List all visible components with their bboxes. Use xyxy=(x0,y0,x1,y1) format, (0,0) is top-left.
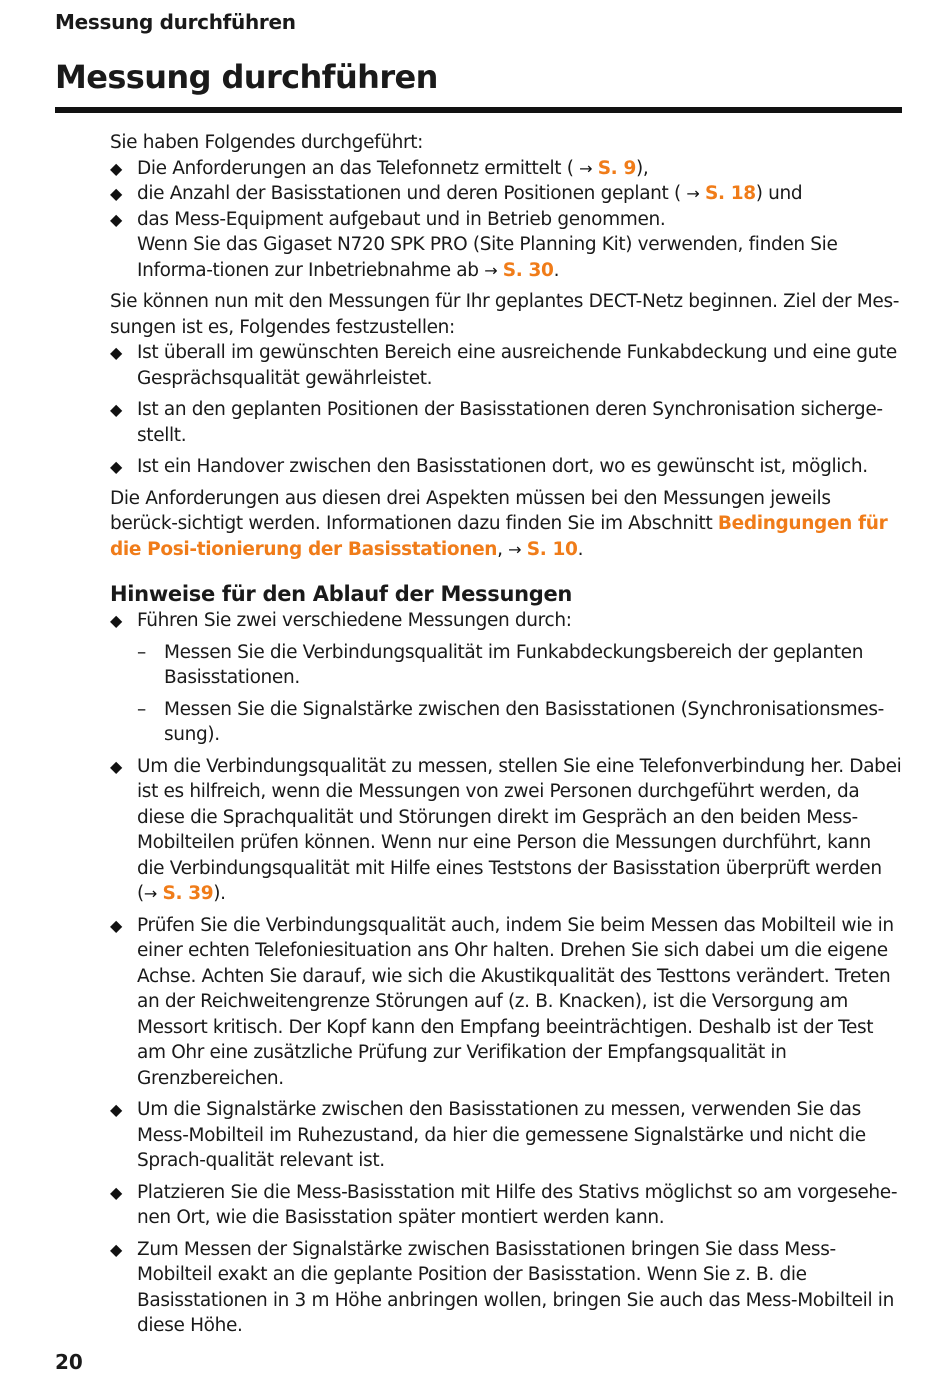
running-header: Messung durchführen xyxy=(55,10,296,34)
diamond-bullet-icon: ◆ xyxy=(110,1239,122,1259)
diamond-bullet-icon: ◆ xyxy=(110,756,122,776)
diamond-bullet-icon: ◆ xyxy=(110,343,122,362)
page-content xyxy=(110,130,902,1339)
arrow-right-icon: → xyxy=(143,884,157,903)
sub-list-item: – Messen Sie die Verbindungsqualität im Funkabdeckungsbereich der geplanten Basisstationen. xyxy=(137,641,864,688)
diamond-bullet-icon: ◆ xyxy=(110,915,122,935)
list-item: ◆ Ist überall im gewünschten Bereich eine ausreichende Funkabdeckung und eine gute Gesprächsqualität gewährleistet. xyxy=(110,342,897,389)
page-reference-link[interactable]: S. 39 xyxy=(162,883,214,904)
list-item: ◆ Die Anforderungen an das Telefonnetz ermittelt ( → S. 9), xyxy=(110,156,902,182)
title-rule xyxy=(55,107,902,113)
page-number: 20 xyxy=(55,1350,83,1374)
section-link[interactable]: Bedingungen für die Posi-tionierung der Basisstationen xyxy=(110,513,888,560)
diamond-bullet-icon: ◆ xyxy=(110,1100,122,1119)
page-reference-link[interactable]: S. 18 xyxy=(704,183,756,204)
page-title: Messung durchführen xyxy=(55,58,438,96)
list-item: ◆ Platzieren Sie die Mess-Basisstation mit Hilfe des Stativs möglichst so am vorgesehe-nen Ort, wie die Basisstation später montiert werden kann. xyxy=(110,1181,898,1228)
diamond-bullet-icon: ◆ xyxy=(110,611,122,630)
spk-note: Wenn Sie das Gigaset N720 SPK PRO (Site Planning Kit) verwenden, finden Sie Informa-tionen zur Inbetriebnahme ab → S. 30. xyxy=(137,234,838,281)
list-item: ◆ Prüfen Sie die Verbindungsqualität auch, indem Sie beim Messen das Mobilteil wie in einer echten Telefoniesituation ans Ohr halten. Drehen Sie sich dabei um die eigene Achse. Achten Sie darauf, wie sich die Akustikqualität des Testtons verändert. Treten an der Reichweitengrenze Störungen auf (z. B. Knacken), ist die Versorgung am Messort kritisch. Der Kopf kann den Empfang beeinträchtigen. Deshalb ist der Test am Ohr eine zusätzliche Prüfung zur Verifikation der Empfangsqualität in Grenzbereichen. xyxy=(110,914,894,1089)
requirements-text: Die Anforderungen aus diesen drei Aspekten müssen bei den Messungen jeweils berück-sichtigt werden. Informationen dazu finden Sie im Abschnitt Bedingungen für die Posi-tionierung der Basisstationen, → S. 10. xyxy=(110,487,888,560)
list-item: ◆ Um die Verbindungsqualität zu messen, stellen Sie eine Telefonverbindung her. Dabei ist es hilfreich, wenn die Messungen von zwei Personen durchgeführt werden, da diese die Sprachqualität und Störungen direkt im Gespräch an den beiden Mess-Mobilteilen prüfen können. Wenn nur eine Person die Messungen durchführt, kann die Verbindungsqualität mit Hilfe eines Teststons der Basisstation überprüft werden (→ S. 39). xyxy=(110,755,902,904)
arrow-right-icon: → xyxy=(579,158,593,178)
list-item: ◆ Ist ein Handover zwischen den Basisstationen dort, wo es gewünscht ist, möglich. xyxy=(110,454,902,480)
list-item: ◆ Um die Signalstärke zwischen den Basisstationen zu messen, verwenden Sie das Mess-Mobilteil im Ruhezustand, da hier die gemessene Signalstärke und nicht die Sprach-qualität relevant ist. xyxy=(110,1099,866,1171)
list-item: ◆ Ist an den geplanten Positionen der Basisstationen deren Synchronisation sicherge-stellt. xyxy=(110,399,883,446)
intro-text: Sie haben Folgendes durchgeführt: xyxy=(110,132,424,153)
diamond-bullet-icon: ◆ xyxy=(110,158,122,178)
list-item: ◆ das Mess-Equipment aufgebaut und in Betrieb genommen. xyxy=(110,207,902,233)
diamond-bullet-icon: ◆ xyxy=(110,457,122,476)
goal-text: Sie können nun mit den Messungen für Ihr geplantes DECT-Netz beginnen. Ziel der Mes-sungen ist es, Folgendes festzustellen: xyxy=(110,291,900,338)
arrow-right-icon: → xyxy=(508,539,522,559)
list-item: ◆ Führen Sie zwei verschiedene Messungen durch: xyxy=(110,608,902,634)
list-item: ◆ die Anzahl der Basisstationen und deren Positionen geplant ( → S. 18) und xyxy=(110,181,902,207)
diamond-bullet-icon: ◆ xyxy=(110,1182,122,1202)
dash-marker: – xyxy=(137,641,146,663)
section-heading: Hinweise für den Ablauf der Messungen xyxy=(110,582,573,606)
arrow-right-icon: → xyxy=(686,184,700,203)
page-reference-link[interactable]: S. 30 xyxy=(502,259,554,281)
dash-marker: – xyxy=(137,698,146,720)
sub-list-item: – Messen Sie die Signalstärke zwischen den Basisstationen (Synchronisationsmes-sung). xyxy=(137,698,884,745)
list-item: ◆ Zum Messen der Signalstärke zwischen Basisstationen bringen Sie dass Mess-Mobilteil exakt an die geplante Position der Basisstation. Wenn Sie z. B. die Basisstationen in 3 m Höhe anbringen wollen, bringen Sie auch das Mess-Mobilteil in diese Höhe. xyxy=(110,1238,894,1336)
diamond-bullet-icon: ◆ xyxy=(110,209,122,229)
arrow-right-icon: → xyxy=(484,260,498,280)
page-reference-link[interactable]: S. 10 xyxy=(526,538,578,560)
page-reference-link[interactable]: S. 9 xyxy=(597,157,636,179)
diamond-bullet-icon: ◆ xyxy=(110,184,122,203)
diamond-bullet-icon: ◆ xyxy=(110,400,122,419)
